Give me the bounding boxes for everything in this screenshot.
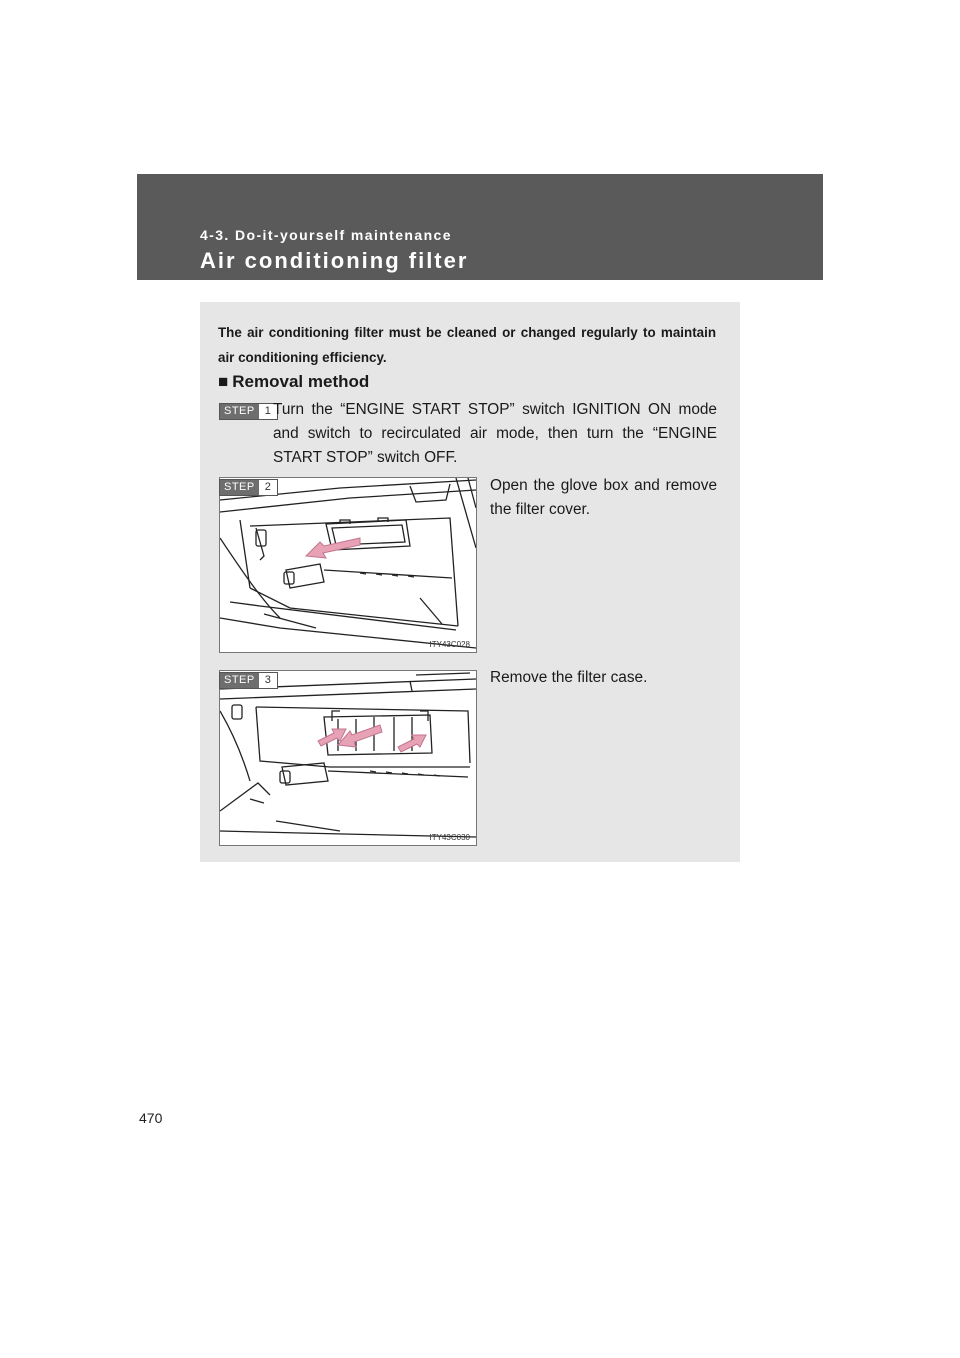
glove-box-illustration: [219, 477, 477, 653]
step-badge-number: 1: [259, 404, 277, 419]
section-label: 4-3. Do-it-yourself maintenance: [200, 227, 452, 243]
content-panel: [200, 302, 740, 862]
step-badge-3: [219, 672, 278, 689]
filter-case-illustration: [219, 670, 477, 846]
filter-case-drawing: [220, 671, 476, 845]
page-title: Air conditioning filter: [200, 248, 469, 273]
page-number: 470: [139, 1110, 163, 1126]
step-badge-word: STEP: [220, 404, 259, 419]
step-badge-word: STEP: [220, 673, 259, 688]
step-2-text: Open the glove box and remove the filter cover.: [490, 477, 717, 518]
step-1-text: Turn the “ENGINE START STOP” switch IGNITION ON mode and switch to recirculated air mode, then turn the “ENGINE START STOP” switch OFF.: [273, 401, 717, 466]
sub-heading: [218, 372, 369, 392]
step-badge-word: STEP: [220, 480, 259, 495]
square-bullet-icon: ■: [218, 372, 229, 391]
step-badge-2: [219, 479, 278, 496]
intro-text: The air conditioning filter must be cleaned or changed regularly to maintain air conditioning efficiency.: [218, 325, 716, 365]
step-badge-number: 2: [259, 480, 277, 495]
step-3-text: Remove the filter case.: [490, 669, 648, 686]
sub-heading-text: Removal method: [232, 372, 370, 391]
figure-code: ITY43C030: [429, 833, 470, 842]
glove-box-drawing: [220, 478, 476, 652]
step-badge-number: 3: [259, 673, 277, 688]
step-badge-1: [219, 403, 278, 420]
figure-code: ITY43C028: [429, 640, 470, 649]
section-header: [137, 174, 823, 280]
